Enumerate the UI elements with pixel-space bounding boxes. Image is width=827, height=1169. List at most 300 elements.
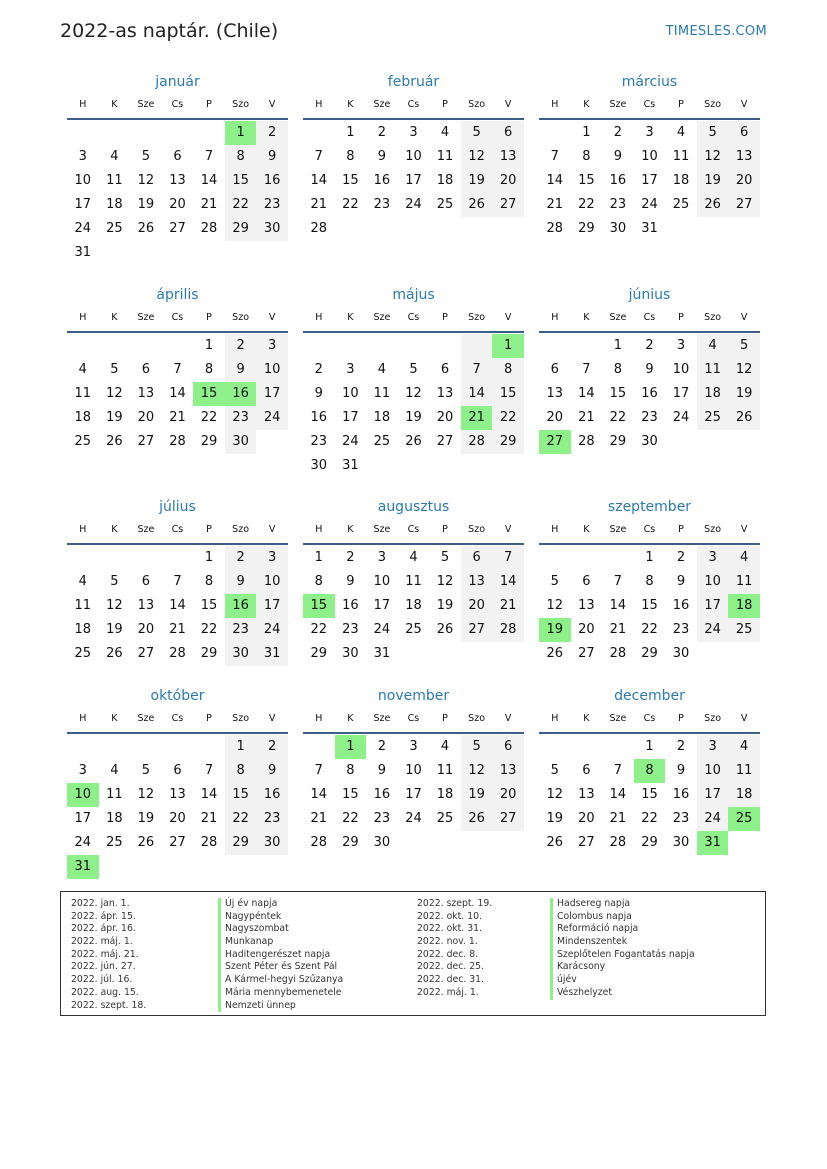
day-cell[interactable]: 1	[613, 338, 623, 353]
day-cell[interactable]: 22	[578, 197, 595, 212]
day-cell[interactable]: 2	[377, 125, 387, 140]
day-cell[interactable]: 12	[546, 598, 564, 613]
day-cell[interactable]: 13	[137, 598, 155, 613]
day-cell[interactable]: 10	[405, 763, 422, 778]
day-cell[interactable]: 12	[728, 358, 760, 382]
day-cell[interactable]: 17	[405, 787, 422, 802]
day-cell[interactable]: 28	[609, 835, 627, 850]
day-cell[interactable]: 16	[342, 598, 359, 613]
day-cell[interactable]: 14	[461, 382, 493, 406]
day-cell[interactable]: 2	[346, 550, 355, 565]
day-cell[interactable]: 9	[256, 759, 288, 783]
day-cell[interactable]: 5	[550, 574, 559, 589]
day-cell[interactable]: 31	[74, 245, 92, 260]
day-cell[interactable]: 17	[74, 811, 92, 826]
day-cell[interactable]: 24	[697, 618, 729, 642]
day-cell[interactable]: 9	[645, 362, 654, 377]
day-cell[interactable]: 11	[728, 570, 760, 594]
day-cell[interactable]: 18	[436, 787, 454, 802]
day-cell[interactable]: 14	[200, 787, 218, 802]
day-cell[interactable]: 7	[204, 763, 214, 778]
day-cell[interactable]: 25	[74, 434, 92, 449]
day-cell[interactable]: 30	[672, 835, 690, 850]
day-cell[interactable]: 22	[342, 197, 359, 212]
day-cell[interactable]: 13	[578, 598, 595, 613]
day-cell[interactable]: 15	[200, 598, 218, 613]
day-cell[interactable]: 27	[728, 193, 760, 217]
day-cell[interactable]: 2	[613, 125, 623, 140]
day-cell[interactable]: 7	[173, 362, 182, 377]
day-cell[interactable]: 24	[342, 434, 359, 449]
day-cell[interactable]: 9	[256, 145, 288, 169]
day-cell[interactable]: 5	[409, 362, 418, 377]
day-cell[interactable]: 22	[641, 811, 658, 826]
day-cell[interactable]: 10	[672, 362, 690, 377]
day-cell[interactable]: 15	[492, 382, 524, 406]
day-cell[interactable]: 16	[609, 173, 627, 188]
day-cell[interactable]: 6	[141, 362, 151, 377]
day-cell[interactable]: 24	[405, 197, 422, 212]
day-cell[interactable]: 27	[578, 835, 595, 850]
day-cell[interactable]: 15	[609, 386, 627, 401]
day-cell[interactable]: 7	[314, 149, 323, 164]
day-cell[interactable]: 26	[546, 835, 564, 850]
day-cell[interactable]: 24	[697, 807, 729, 831]
day-cell[interactable]: 29	[641, 646, 658, 661]
day-cell[interactable]: 18	[74, 622, 92, 637]
day-cell[interactable]: 11	[697, 358, 729, 382]
day-cell[interactable]: 19	[106, 622, 123, 637]
day-cell[interactable]: 18	[672, 173, 690, 188]
day-cell[interactable]: 12	[137, 173, 155, 188]
day-cell[interactable]: 30	[342, 646, 359, 661]
day-cell[interactable]: 21	[609, 811, 627, 826]
day-cell[interactable]: 8	[613, 362, 623, 377]
day-cell[interactable]: 19	[137, 811, 155, 826]
day-cell[interactable]: 15	[641, 787, 658, 802]
day-cell[interactable]: 18	[106, 811, 123, 826]
day-cell[interactable]: 22	[225, 193, 257, 217]
day-cell[interactable]: 10	[697, 759, 729, 783]
day-cell[interactable]: 25	[728, 618, 760, 642]
day-cell[interactable]: 28	[492, 618, 524, 642]
day-cell[interactable]: 26	[697, 193, 729, 217]
day-cell[interactable]: 15	[303, 594, 335, 618]
day-cell[interactable]: 17	[405, 173, 422, 188]
day-cell[interactable]: 6	[550, 362, 559, 377]
day-cell[interactable]: 4	[409, 550, 418, 565]
day-cell[interactable]: 7	[613, 763, 623, 778]
day-cell[interactable]: 2	[676, 739, 686, 754]
day-cell[interactable]: 20	[461, 594, 493, 618]
day-cell[interactable]: 30	[641, 434, 658, 449]
day-cell[interactable]: 18	[106, 197, 123, 212]
day-cell[interactable]: 24	[373, 622, 391, 637]
day-cell[interactable]: 8	[582, 149, 591, 164]
day-cell[interactable]: 26	[461, 193, 493, 217]
day-cell[interactable]: 3	[256, 546, 288, 570]
day-cell[interactable]: 1	[335, 735, 367, 759]
day-cell[interactable]: 9	[225, 358, 257, 382]
day-cell[interactable]: 27	[137, 434, 155, 449]
day-cell[interactable]: 25	[74, 646, 92, 661]
day-cell[interactable]: 19	[106, 410, 123, 425]
day-cell[interactable]: 23	[641, 410, 658, 425]
day-cell[interactable]: 12	[106, 386, 123, 401]
day-cell[interactable]: 6	[728, 121, 760, 145]
day-cell[interactable]: 20	[137, 410, 155, 425]
day-cell[interactable]: 8	[346, 149, 355, 164]
day-cell[interactable]: 11	[405, 574, 422, 589]
day-cell[interactable]: 14	[200, 173, 218, 188]
day-cell[interactable]: 12	[546, 787, 564, 802]
day-cell[interactable]: 26	[106, 434, 123, 449]
day-cell[interactable]: 22	[200, 622, 218, 637]
day-cell[interactable]: 25	[728, 807, 760, 831]
day-cell[interactable]: 29	[492, 430, 524, 454]
day-cell[interactable]: 23	[373, 811, 391, 826]
day-cell[interactable]: 8	[492, 358, 524, 382]
day-cell[interactable]: 22	[200, 410, 218, 425]
day-cell[interactable]: 21	[200, 197, 218, 212]
day-cell[interactable]: 10	[67, 783, 99, 807]
day-cell[interactable]: 24	[256, 406, 288, 430]
day-cell[interactable]: 25	[672, 197, 690, 212]
day-cell[interactable]: 30	[256, 217, 288, 241]
day-cell[interactable]: 3	[409, 739, 418, 754]
day-cell[interactable]: 4	[676, 125, 686, 140]
day-cell[interactable]: 27	[169, 835, 186, 850]
day-cell[interactable]: 7	[314, 763, 323, 778]
day-cell[interactable]: 29	[609, 434, 627, 449]
day-cell[interactable]: 4	[110, 149, 119, 164]
day-cell[interactable]: 20	[492, 783, 524, 807]
day-cell[interactable]: 27	[461, 618, 493, 642]
day-cell[interactable]: 15	[342, 787, 359, 802]
day-cell[interactable]: 22	[310, 622, 328, 637]
day-cell[interactable]: 23	[342, 622, 359, 637]
day-cell[interactable]: 7	[461, 358, 493, 382]
day-cell[interactable]: 6	[173, 763, 182, 778]
day-cell[interactable]: 17	[697, 783, 729, 807]
day-cell[interactable]: 5	[697, 121, 729, 145]
day-cell[interactable]: 14	[310, 787, 328, 802]
day-cell[interactable]: 30	[225, 642, 257, 666]
day-cell[interactable]: 3	[676, 338, 686, 353]
day-cell[interactable]: 20	[492, 169, 524, 193]
day-cell[interactable]: 26	[546, 646, 564, 661]
day-cell[interactable]: 7	[173, 574, 182, 589]
day-cell[interactable]: 31	[67, 855, 99, 879]
day-cell[interactable]: 4	[78, 362, 87, 377]
day-cell[interactable]: 19	[539, 618, 571, 642]
day-cell[interactable]: 6	[492, 121, 524, 145]
day-cell[interactable]: 14	[546, 173, 564, 188]
brand-link[interactable]: TIMESLES.COM	[665, 24, 767, 39]
day-cell[interactable]: 20	[169, 197, 186, 212]
day-cell[interactable]: 15	[342, 173, 359, 188]
day-cell[interactable]: 7	[492, 546, 524, 570]
day-cell[interactable]: 7	[204, 149, 214, 164]
day-cell[interactable]: 29	[342, 835, 359, 850]
day-cell[interactable]: 20	[578, 811, 595, 826]
day-cell[interactable]: 1	[645, 550, 654, 565]
day-cell[interactable]: 1	[582, 125, 591, 140]
day-cell[interactable]: 25	[405, 622, 422, 637]
day-cell[interactable]: 28	[609, 646, 627, 661]
day-cell[interactable]: 7	[613, 574, 623, 589]
day-cell[interactable]: 18	[436, 173, 454, 188]
day-cell[interactable]: 14	[169, 386, 186, 401]
day-cell[interactable]: 16	[225, 382, 257, 406]
day-cell[interactable]: 15	[225, 783, 257, 807]
day-cell[interactable]: 3	[78, 763, 87, 778]
day-cell[interactable]: 2	[314, 362, 323, 377]
day-cell[interactable]: 5	[440, 550, 450, 565]
day-cell[interactable]: 25	[373, 434, 391, 449]
day-cell[interactable]: 5	[461, 735, 493, 759]
day-cell[interactable]: 19	[436, 598, 454, 613]
day-cell[interactable]: 20	[436, 410, 454, 425]
day-cell[interactable]: 25	[106, 221, 123, 236]
day-cell[interactable]: 28	[546, 221, 564, 236]
day-cell[interactable]: 5	[141, 763, 151, 778]
day-cell[interactable]: 13	[169, 787, 186, 802]
day-cell[interactable]: 1	[204, 550, 214, 565]
day-cell[interactable]: 23	[672, 622, 690, 637]
day-cell[interactable]: 10	[256, 358, 288, 382]
day-cell[interactable]: 29	[200, 434, 218, 449]
day-cell[interactable]: 23	[256, 193, 288, 217]
day-cell[interactable]: 9	[314, 386, 323, 401]
day-cell[interactable]: 4	[697, 334, 729, 358]
day-cell[interactable]: 27	[492, 193, 524, 217]
day-cell[interactable]: 26	[106, 646, 123, 661]
day-cell[interactable]: 24	[641, 197, 658, 212]
day-cell[interactable]: 31	[697, 831, 729, 855]
day-cell[interactable]: 3	[377, 550, 387, 565]
day-cell[interactable]: 13	[546, 386, 564, 401]
day-cell[interactable]: 30	[672, 646, 690, 661]
day-cell[interactable]: 21	[310, 811, 328, 826]
day-cell[interactable]: 15	[193, 382, 225, 406]
day-cell[interactable]: 29	[641, 835, 658, 850]
day-cell[interactable]: 20	[169, 811, 186, 826]
day-cell[interactable]: 9	[377, 763, 387, 778]
day-cell[interactable]: 9	[377, 149, 387, 164]
day-cell[interactable]: 11	[436, 149, 454, 164]
day-cell[interactable]: 18	[728, 783, 760, 807]
day-cell[interactable]: 16	[225, 594, 257, 618]
day-cell[interactable]: 3	[645, 125, 654, 140]
day-cell[interactable]: 14	[492, 570, 524, 594]
day-cell[interactable]: 3	[697, 546, 729, 570]
day-cell[interactable]: 12	[436, 574, 454, 589]
day-cell[interactable]: 23	[310, 434, 328, 449]
day-cell[interactable]: 4	[377, 362, 387, 377]
day-cell[interactable]: 5	[110, 574, 119, 589]
day-cell[interactable]: 3	[409, 125, 418, 140]
day-cell[interactable]: 1	[346, 125, 355, 140]
day-cell[interactable]: 8	[634, 759, 666, 783]
day-cell[interactable]: 26	[728, 406, 760, 430]
day-cell[interactable]: 12	[137, 787, 155, 802]
day-cell[interactable]: 25	[697, 406, 729, 430]
day-cell[interactable]: 5	[728, 334, 760, 358]
day-cell[interactable]: 6	[173, 149, 182, 164]
day-cell[interactable]: 26	[137, 835, 155, 850]
day-cell[interactable]: 14	[169, 598, 186, 613]
day-cell[interactable]: 16	[373, 173, 391, 188]
day-cell[interactable]: 24	[256, 618, 288, 642]
day-cell[interactable]: 13	[436, 386, 454, 401]
day-cell[interactable]: 9	[225, 570, 257, 594]
day-cell[interactable]: 10	[74, 173, 92, 188]
day-cell[interactable]: 21	[461, 406, 493, 430]
day-cell[interactable]: 29	[225, 831, 257, 855]
day-cell[interactable]: 28	[169, 434, 186, 449]
day-cell[interactable]: 8	[225, 759, 257, 783]
day-cell[interactable]: 17	[256, 382, 288, 406]
day-cell[interactable]: 28	[310, 835, 328, 850]
day-cell[interactable]: 5	[461, 121, 493, 145]
day-cell[interactable]: 10	[342, 386, 359, 401]
day-cell[interactable]: 22	[225, 807, 257, 831]
day-cell[interactable]: 1	[492, 334, 524, 358]
day-cell[interactable]: 17	[672, 386, 690, 401]
day-cell[interactable]: 4	[728, 546, 760, 570]
day-cell[interactable]: 1	[225, 121, 257, 145]
day-cell[interactable]: 2	[256, 735, 288, 759]
day-cell[interactable]: 27	[539, 430, 571, 454]
day-cell[interactable]: 29	[225, 217, 257, 241]
day-cell[interactable]: 1	[204, 338, 214, 353]
day-cell[interactable]: 28	[169, 646, 186, 661]
day-cell[interactable]: 12	[697, 145, 729, 169]
day-cell[interactable]: 14	[609, 598, 627, 613]
day-cell[interactable]: 15	[641, 598, 658, 613]
day-cell[interactable]: 10	[405, 149, 422, 164]
day-cell[interactable]: 27	[578, 646, 595, 661]
day-cell[interactable]: 17	[74, 197, 92, 212]
day-cell[interactable]: 29	[578, 221, 595, 236]
day-cell[interactable]: 23	[256, 807, 288, 831]
day-cell[interactable]: 2	[645, 338, 654, 353]
day-cell[interactable]: 7	[582, 362, 591, 377]
day-cell[interactable]: 4	[440, 125, 450, 140]
day-cell[interactable]: 14	[609, 787, 627, 802]
day-cell[interactable]: 17	[373, 598, 391, 613]
day-cell[interactable]: 30	[256, 831, 288, 855]
day-cell[interactable]: 16	[672, 598, 690, 613]
day-cell[interactable]: 6	[461, 546, 493, 570]
day-cell[interactable]: 2	[256, 121, 288, 145]
day-cell[interactable]: 16	[672, 787, 690, 802]
day-cell[interactable]: 5	[141, 149, 151, 164]
day-cell[interactable]: 19	[461, 783, 493, 807]
day-cell[interactable]: 25	[436, 811, 454, 826]
day-cell[interactable]: 31	[641, 221, 658, 236]
day-cell[interactable]: 2	[377, 739, 387, 754]
day-cell[interactable]: 31	[256, 642, 288, 666]
day-cell[interactable]: 11	[373, 386, 391, 401]
day-cell[interactable]: 16	[310, 410, 328, 425]
day-cell[interactable]: 12	[405, 386, 422, 401]
day-cell[interactable]: 28	[461, 430, 493, 454]
day-cell[interactable]: 13	[137, 386, 155, 401]
day-cell[interactable]: 15	[225, 169, 257, 193]
day-cell[interactable]: 9	[346, 574, 355, 589]
day-cell[interactable]: 2	[225, 546, 257, 570]
day-cell[interactable]: 23	[225, 406, 257, 430]
day-cell[interactable]: 28	[200, 221, 218, 236]
day-cell[interactable]: 20	[546, 410, 564, 425]
day-cell[interactable]: 27	[137, 646, 155, 661]
day-cell[interactable]: 4	[440, 739, 450, 754]
day-cell[interactable]: 21	[492, 594, 524, 618]
day-cell[interactable]: 6	[492, 735, 524, 759]
day-cell[interactable]: 4	[110, 763, 119, 778]
day-cell[interactable]: 20	[728, 169, 760, 193]
day-cell[interactable]: 6	[141, 574, 151, 589]
day-cell[interactable]: 30	[310, 458, 328, 473]
day-cell[interactable]: 13	[169, 173, 186, 188]
day-cell[interactable]: 24	[74, 221, 92, 236]
day-cell[interactable]: 25	[106, 835, 123, 850]
day-cell[interactable]: 22	[609, 410, 627, 425]
day-cell[interactable]: 21	[546, 197, 564, 212]
day-cell[interactable]: 24	[672, 410, 690, 425]
day-cell[interactable]: 21	[169, 622, 186, 637]
day-cell[interactable]: 17	[256, 594, 288, 618]
day-cell[interactable]: 24	[405, 811, 422, 826]
day-cell[interactable]: 2	[676, 550, 686, 565]
day-cell[interactable]: 19	[405, 410, 422, 425]
day-cell[interactable]: 11	[436, 763, 454, 778]
day-cell[interactable]: 13	[492, 145, 524, 169]
day-cell[interactable]: 3	[78, 149, 87, 164]
day-cell[interactable]: 11	[74, 598, 92, 613]
day-cell[interactable]: 15	[578, 173, 595, 188]
day-cell[interactable]: 17	[697, 594, 729, 618]
day-cell[interactable]: 28	[200, 835, 218, 850]
day-cell[interactable]: 20	[137, 622, 155, 637]
day-cell[interactable]: 1	[645, 739, 654, 754]
day-cell[interactable]: 23	[373, 197, 391, 212]
day-cell[interactable]: 16	[256, 169, 288, 193]
day-cell[interactable]: 23	[225, 618, 257, 642]
day-cell[interactable]: 29	[200, 646, 218, 661]
day-cell[interactable]: 11	[106, 787, 123, 802]
day-cell[interactable]: 17	[342, 410, 359, 425]
day-cell[interactable]: 6	[582, 763, 591, 778]
day-cell[interactable]: 10	[641, 149, 658, 164]
day-cell[interactable]: 18	[373, 410, 391, 425]
day-cell[interactable]: 12	[461, 145, 493, 169]
day-cell[interactable]: 29	[310, 646, 328, 661]
day-cell[interactable]: 30	[225, 430, 257, 454]
day-cell[interactable]: 11	[728, 759, 760, 783]
day-cell[interactable]: 17	[641, 173, 658, 188]
day-cell[interactable]: 5	[110, 362, 119, 377]
day-cell[interactable]: 4	[728, 735, 760, 759]
day-cell[interactable]: 24	[74, 835, 92, 850]
day-cell[interactable]: 10	[373, 574, 391, 589]
day-cell[interactable]: 26	[405, 434, 422, 449]
day-cell[interactable]: 20	[578, 622, 595, 637]
day-cell[interactable]: 8	[314, 574, 323, 589]
day-cell[interactable]: 22	[492, 406, 524, 430]
